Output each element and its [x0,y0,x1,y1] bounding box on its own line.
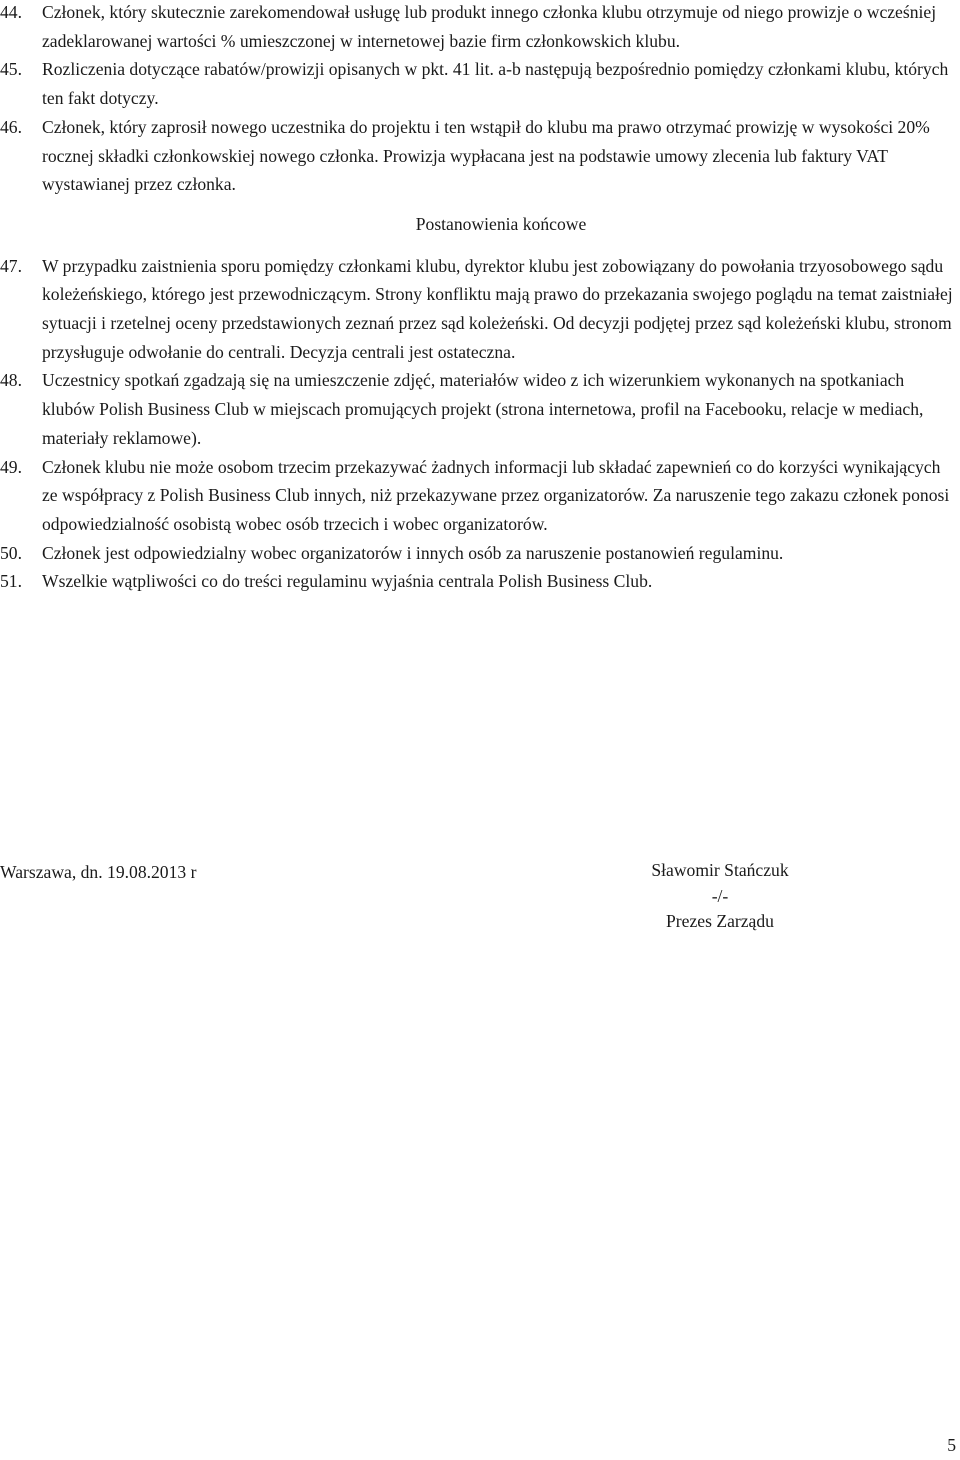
page-number: 5 [947,1435,956,1455]
paragraph-51 [0,567,960,596]
paragraph-50 [0,539,960,568]
signer-role: Prezes Zarządu [666,911,774,931]
paragraph-text: Członek jest odpowiedzialny wobec organizatorów i innych osób za naruszenie postanowień regulaminu. [42,542,784,563]
paragraph-text: W przypadku zaistnienia sporu pomiędzy członkami klubu, dyrektor klubu jest zobowiązany do powołania trzyosobowego sądu koleżeńskiego, którego jest przewodniczącym. Strony konfliktu mają prawo do przekazania swojego poglądu na temat zaistniałej sytuacji i rzetelnej oceny przedstawionych zeznań przez sąd koleżeński. Od decyzji podjętej przez sąd koleżeński klubu, stronom przysługuje odwołanie do centrali. Decyzja centrali jest ostateczna. [42,255,953,362]
paragraph-text: Rozliczenia dotyczące rabatów/prowizji opisanych w pkt. 41 lit. a-b następują bezpośrednio pomiędzy członkami klubu, których ten fakt dotyczy. [42,59,949,109]
paragraph-number: 51. [0,571,22,592]
paragraph-text: Wszelkie wątpliwości co do treści regulaminu wyjaśnia centrala Polish Business Club. [42,571,653,592]
paragraph-number: 45. [0,59,22,80]
section-title: Postanowienia końcowe [415,213,587,234]
paragraph-47 [0,252,960,367]
paragraph-text: Członek klubu nie może osobom trzecim przekazywać żadnych informacji lub składać zapewnień co do korzyści wynikających ze współpracy z Polish Business Club innych, niż przekazywane przez organizatorów. Za naruszenie tego zakazu członek ponosi odpowiedzialność osobistą wobec osób trzecich i wobec organizatorów. [42,456,950,534]
regulations-body [0,0,960,596]
paragraph-46 [0,113,960,199]
place-and-date: Warszawa, dn. 19.08.2013 r [0,862,197,882]
signature-mark: -/- [711,885,729,906]
paragraph-49 [0,453,960,539]
paragraph-number: 48. [0,370,22,391]
paragraph-number: 49. [0,456,22,477]
paragraph-text: Uczestnicy spotkań zgadzają się na umieszczenie zdjęć, materiałów wideo z ich wizerunkiem wykonanych na spotkaniach klubów Polish Business Club w miejscach promujących projekt (strona internetowa, profil na Facebooku, relacje w mediach, materiały reklamowe). [42,370,924,448]
signature-block [620,858,820,935]
paragraph-44 [0,0,960,55]
paragraph-number: 47. [0,255,22,276]
paragraph-text: Członek, który skutecznie zarekomendował usługę lub produkt innego członka klubu otrzymuje od niego prowizje o wcześniej zadeklarowanej wartości % umieszczonej w internetowej bazie firm członkowskich klubu. [42,2,937,51]
paragraph-number: 50. [0,542,22,563]
paragraph-number: 44. [0,2,22,22]
paragraph-48 [0,366,960,452]
paragraph-45 [0,55,960,112]
paragraph-text: Członek, który zaprosił nowego uczestnika do projektu i ten wstąpił do klubu ma prawo otrzymać prowizję w wysokości 20% rocznej składki członkowskiej nowego członka. Prowizja wypłacana jest na podstawie umowy zlecenia lub faktury VAT wystawianej przez członka. [42,116,930,195]
signer-name: Sławomir Stańczuk [651,860,789,880]
paragraph-number: 46. [0,116,22,137]
